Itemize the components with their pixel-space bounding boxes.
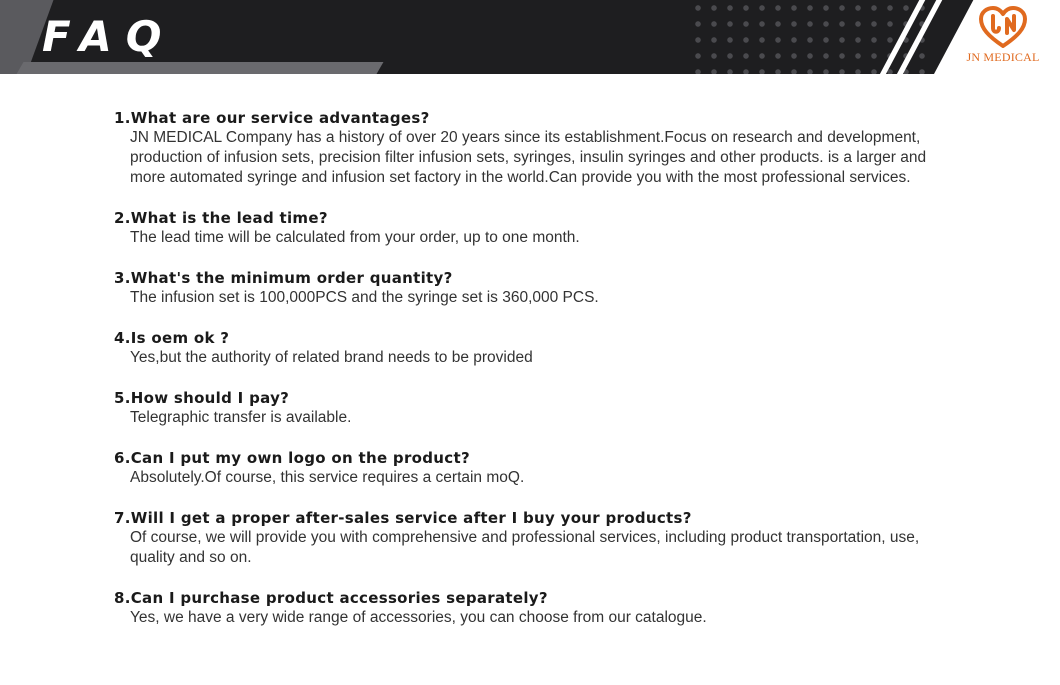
faq-list (114, 108, 964, 648)
faq-item (114, 448, 964, 488)
faq-answer: Absolutely.Of course, this service requires a certain moQ. (130, 469, 525, 486)
faq-item (114, 208, 964, 248)
decorative-dot-pattern (690, 0, 930, 74)
faq-item (114, 108, 964, 188)
faq-answer: The lead time will be calculated from your order, up to one month. (130, 229, 580, 246)
faq-answer: Telegraphic transfer is available. (130, 409, 352, 426)
faq-item (114, 268, 964, 308)
page-title: FAQ (42, 12, 176, 61)
faq-answer: Yes, we have a very wide range of accessories, you can choose from our catalogue. (130, 609, 707, 626)
faq-answer: JN MEDICAL Company has a history of over 20 years since its establishment.Focus on research and development, production of infusion sets, precision filter infusion sets, syringes, insulin syringes and other products. is a larger and more automated syringe and infusion set factory in the world.Can provide you with the most professional services. (130, 129, 927, 186)
faq-answer: The infusion set is 100,000PCS and the syringe set is 360,000 PCS. (130, 289, 599, 306)
faq-item (114, 388, 964, 428)
heart-jn-logo-icon (978, 6, 1028, 48)
faq-question: 4.Is oem ok ? (114, 329, 230, 347)
faq-question: 8.Can I purchase product accessories separately? (114, 589, 548, 607)
faq-item (114, 588, 964, 628)
faq-question: 5.How should I pay? (114, 389, 290, 407)
header-banner (0, 0, 1060, 74)
faq-question: 6.Can I put my own logo on the product? (114, 449, 470, 467)
faq-question: 2.What is the lead time? (114, 209, 328, 227)
faq-question: 7.Will I get a proper after-sales service after I buy your products? (114, 509, 692, 527)
faq-question: 3.What's the minimum order quantity? (114, 269, 453, 287)
faq-item (114, 508, 964, 568)
faq-answer: Of course, we will provide you with comprehensive and professional services, including product transportation, use, quality and so on. (130, 529, 920, 566)
brand-logo (962, 6, 1044, 68)
brand-name: JN MEDICAL (966, 50, 1040, 64)
faq-answer: Yes,but the authority of related brand needs to be provided (130, 349, 533, 366)
faq-question: 1.What are our service advantages? (114, 109, 430, 127)
faq-item (114, 328, 964, 368)
